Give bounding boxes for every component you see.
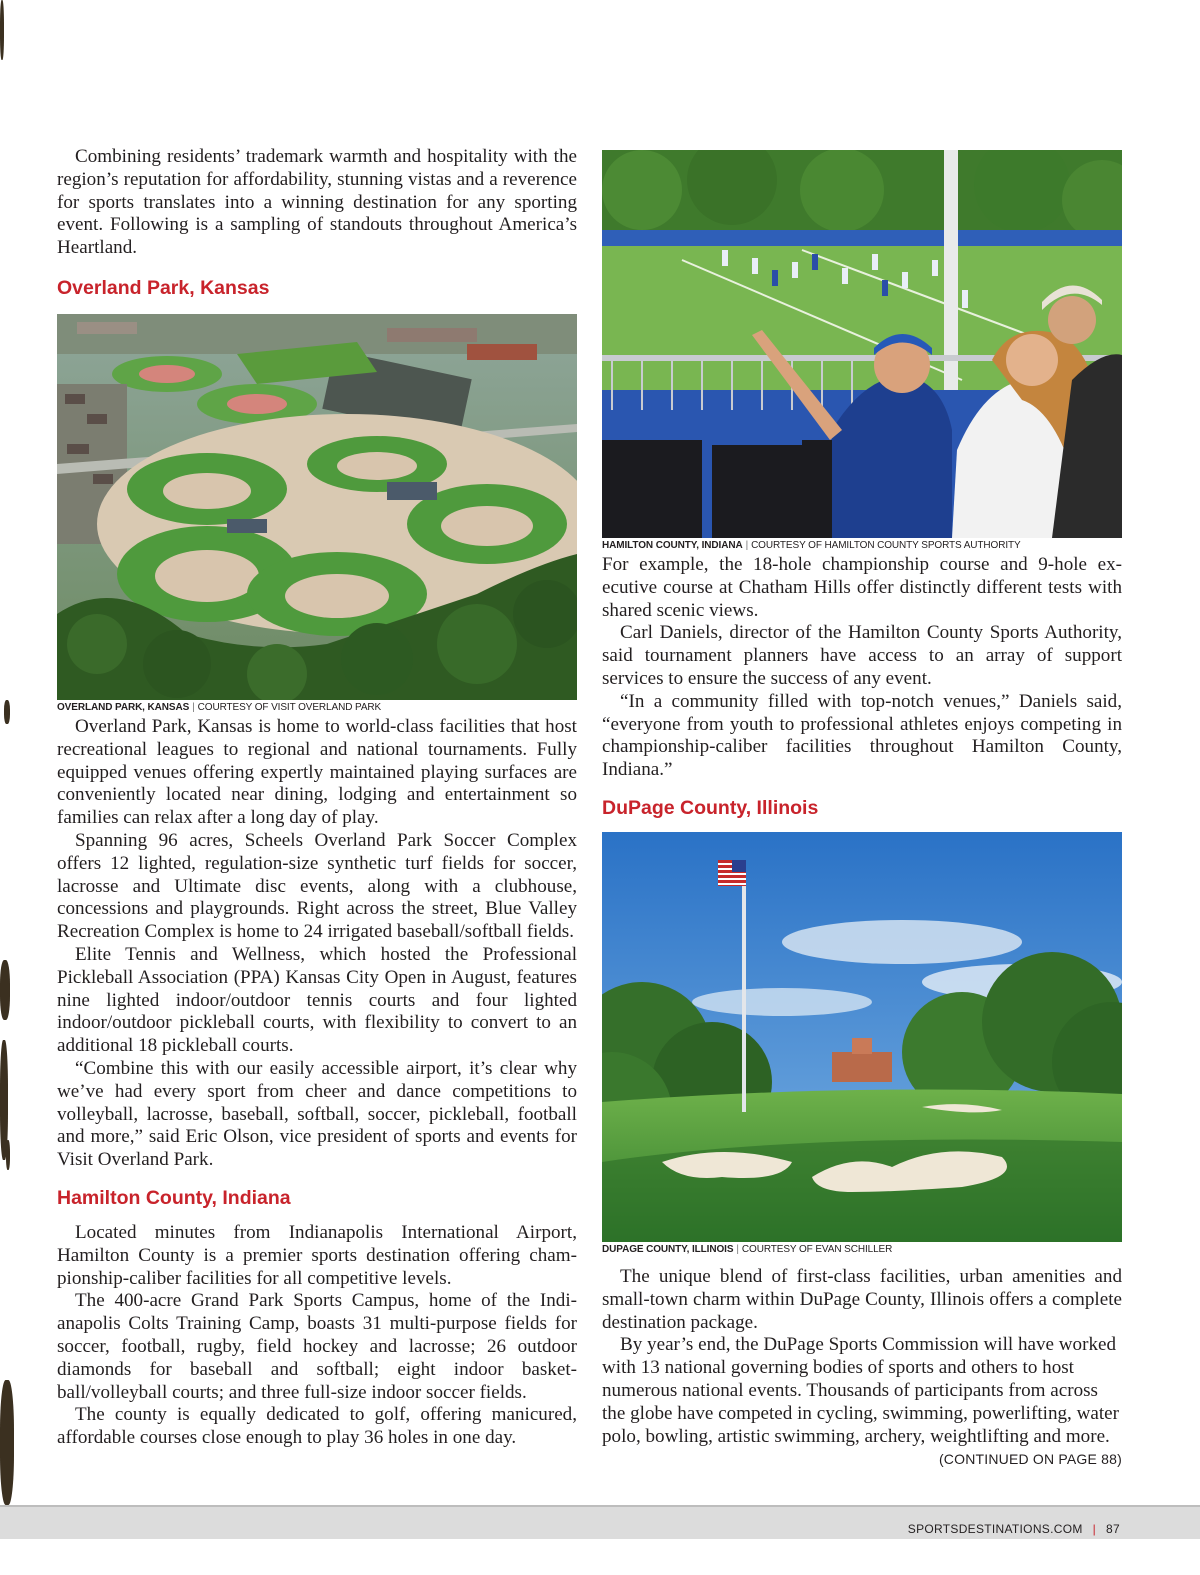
hamilton-paragraph: The 400-acre Grand Park Sports Campus, home of the Indianapolis Colts Training Camp, boasts 31 multi-purpose fields for soccer, football, rugby, field hockey and lacrosse; 26 outdoor diamonds for baseball and softball; eight indoor basketball/volleyball courts; and three full-size indoor soccer fields. xyxy=(57,1290,577,1403)
dupage-heading: DuPage County, Illinois xyxy=(602,796,819,819)
hamilton-heading: Hamilton County, Indiana xyxy=(57,1186,291,1209)
hamilton-paragraph: Located minutes from Indianapolis International Airport, Hamilton County is a premier sports destination offering championship-caliber facilities for all competitive levels. xyxy=(57,1221,577,1289)
footer xyxy=(908,1522,1120,1536)
overland-heading: Overland Park, Kansas xyxy=(57,276,270,299)
caption-place: OVERLAND PARK, KANSAS xyxy=(57,701,190,713)
hamilton-photo-caption: HAMILTON COUNTY, INDIANA | COURTESY OF HAMILTON COUNTY SPORTS AUTHORITY xyxy=(602,540,1021,551)
footer-site: SPORTSDESTINATIONS.COM xyxy=(907,1522,1083,1536)
hamilton-paragraph: “In a community filled with top-notch venues,” Daniels said, “everyone from youth to professional athletes enjoys competing in championship-caliber facilities throughout Hamilton County, Indiana.” xyxy=(602,690,1122,781)
dupage-body xyxy=(602,1265,1122,1468)
caption-place: DUPAGE COUNTY, ILLINOIS xyxy=(602,1243,734,1255)
continued-note: (CONTINUED ON PAGE 88) xyxy=(938,1451,1122,1468)
left-column xyxy=(57,146,577,1450)
hamilton-stadium-photo xyxy=(602,150,1122,538)
dupage-paragraph-text: By year’s end, the DuPage Sports Commission will have worked with 13 national governing bodies of sports and others to host numerous national events. Thousands of participants from across the globe have competed in cycling, swimming, powerlifting, water polo, bowling, artistic swimming, archery, weightlifting and more. xyxy=(602,1334,1119,1447)
footer-separator: | xyxy=(1092,1522,1097,1536)
caption-credit: COURTESY OF HAMILTON COUNTY SPORTS AUTHORITY xyxy=(751,540,1021,551)
hamilton-paragraph: Carl Daniels, director of the Hamilton County Sports Authority, said tournament planners have access to an array of support services to ensure the success of any event. xyxy=(602,622,1122,689)
intro-paragraph: Combining residents’ trademark warmth and hospitality with the region’s reputation for affordability, stunning vistas and a reverence for sports translates into a winning destination for any sporting event. Following is a sampling of standouts throughout America’s Heartland. xyxy=(57,146,577,259)
dupage-paragraph: The unique blend of first-class facilities, urban amenities and small-town charm within DuPage County, Illinois offers a complete destination package. xyxy=(602,1265,1122,1333)
page-number: 87 xyxy=(1106,1522,1120,1536)
right-column xyxy=(602,150,1122,1471)
overland-paragraph: Overland Park, Kansas is home to world-class facilities that host recreational leagues to regional and national tournaments. Fully equipped venues offering expertly maintained playing surfaces are conveniently located near dining, lodging and entertainment so families can relax after a long day of play. xyxy=(57,715,577,829)
caption-credit: COURTESY OF VISIT OVERLAND PARK xyxy=(197,701,382,713)
overland-body xyxy=(57,716,577,1172)
dupage-paragraph xyxy=(602,1334,1122,1468)
overland-paragraph: “Combine this with our easily accessible airport, it’s clear why we’ve had every sport from cheer and dance competitions to volleyball, lacrosse, baseball, softball, soccer, pickleball, football and more,” said Eric Olson, vice president of sports and events for Visit Overland Park. xyxy=(57,1057,577,1171)
hamilton-body-left xyxy=(57,1222,577,1450)
overland-photo-caption: OVERLAND PARK, KANSAS | COURTESY OF VISIT OVERLAND PARK xyxy=(57,701,382,713)
caption-credit: COURTESY OF EVAN SCHILLER xyxy=(741,1243,893,1255)
hamilton-paragraph: The county is equally dedicated to golf, offering manicured, affordable courses close enough to play 36 holes in one day. xyxy=(57,1404,577,1449)
dupage-photo-caption: DUPAGE COUNTY, ILLINOIS | COURTESY OF EVAN SCHILLER xyxy=(602,1243,893,1255)
hamilton-body-right xyxy=(602,554,1122,782)
dupage-golf-photo xyxy=(602,832,1122,1242)
overland-park-aerial-photo xyxy=(57,314,577,700)
binding-edge xyxy=(0,0,12,1505)
overland-paragraph: Spanning 96 acres, Scheels Overland Park Soccer Complex offers 12 lighted, regulation-size synthetic turf fields for soccer, lacrosse and Ultimate disc events, along with a clubhouse, concessions and playgrounds. Right across the street, Blue Valley Recreation Complex is home to 24 irrigated baseball/softball fields. xyxy=(57,829,577,943)
hamilton-paragraph: For example, the 18-hole championship course and 9-hole executive course at Chatham Hills offer distinctly different tests with shared scenic views. xyxy=(602,554,1122,621)
caption-place: HAMILTON COUNTY, INDIANA xyxy=(602,540,743,551)
overland-paragraph: Elite Tennis and Wellness, which hosted the Professional Pickleball Association (PPA) Kansas City Open in August, features nine lighted indoor/outdoor tennis courts and four lighted indoor/outdoor pickleball courts, with flexibility to convert to an additional 18 pickleball courts. xyxy=(57,943,577,1057)
